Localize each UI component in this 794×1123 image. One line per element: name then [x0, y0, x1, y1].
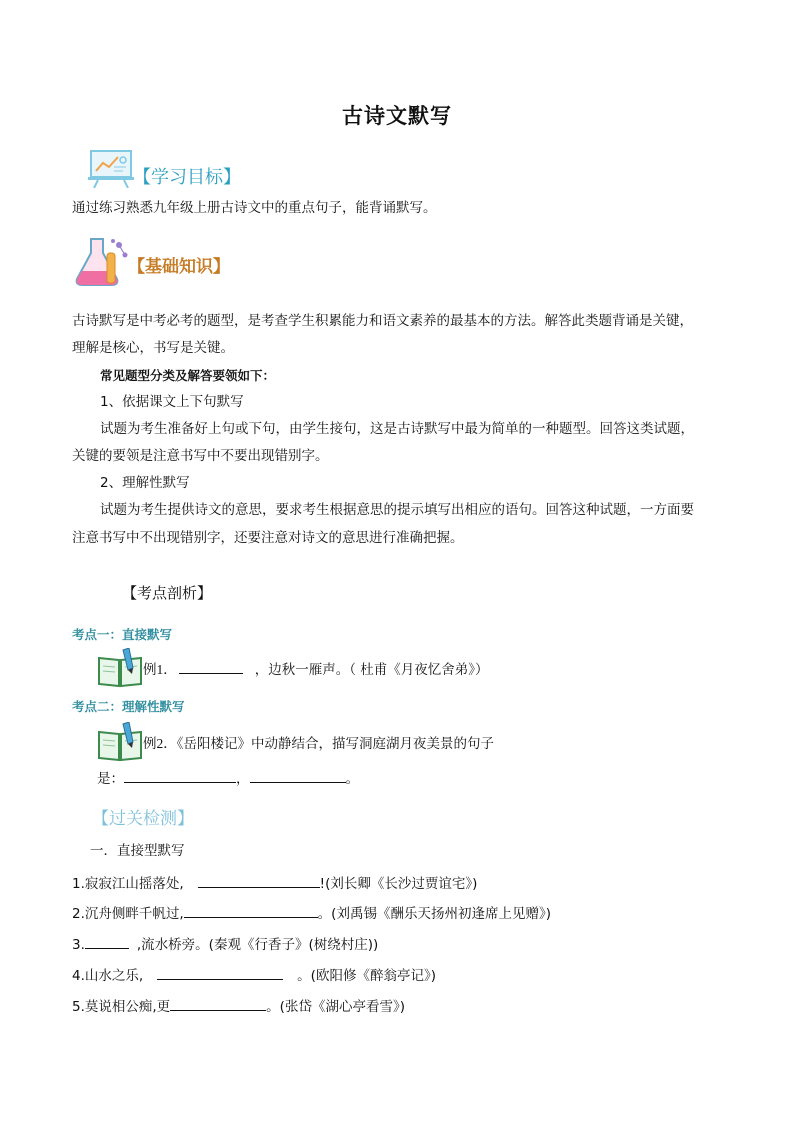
example2-blank-1[interactable] [124, 768, 236, 783]
question-4 [72, 963, 436, 990]
type1-line2: 关键的要领是注意书写中不要出现错别字。 [72, 448, 329, 464]
book-pen-icon-2 [97, 722, 143, 762]
type1-heading: 1、依据课文上下句默写 [100, 394, 244, 410]
q2-blank[interactable] [184, 903, 318, 918]
example2-is: 是： [97, 771, 124, 787]
example2-text: 《岳阳楼记》中动静结合，描写洞庭湖月夜美景的句子 [176, 736, 494, 752]
example2-label: 例 [143, 736, 157, 752]
example1-number: 1． [156, 662, 177, 677]
type1-line1: 试题为考生准备好上句或下句，由学生接句，这是古诗默写中最为简单的一种题型。回答这类试题， [100, 421, 694, 437]
type2-line2: 注意书写中不出现错别字，还要注意对诗文的意思进行准确把握。 [72, 530, 464, 546]
q5-suffix: 。(张岱《湖心亭看雪》) [266, 999, 405, 1015]
q1-blank[interactable] [198, 873, 320, 888]
q1-suffix: !(刘长卿《长沙过贾谊宅》) [319, 876, 478, 892]
example1-text: ，边秋一雁声。（ 杜甫《月夜忆舍弟》） [254, 662, 489, 678]
flask-icon [73, 235, 129, 287]
q2-suffix: 。(刘禹锡《酬乐天扬州初逢席上见赠》) [317, 906, 551, 922]
basics-para1-line1: 古诗默写是中考必考的题型，是考查学生积累能力和语文素养的最基本的方法。解答此类题背诵是关键， [72, 313, 693, 329]
book-pen-icon [97, 648, 143, 688]
section1-heading: 一．直接型默写 [90, 843, 185, 859]
example1-blank[interactable] [179, 659, 243, 674]
pass-check-heading: 【过关检测】 [92, 809, 194, 829]
example2-comma: ， [236, 771, 250, 787]
example2 [143, 730, 494, 758]
example2-number: 2． [156, 736, 177, 751]
example2-answer-line [97, 766, 359, 793]
analysis-heading: 【考点剖析】 [122, 584, 213, 602]
type2-line1: 试题为考生提供诗文的意思，要求考生根据意思的提示填写出相应的语句。回答这种试题，一方面要 [100, 502, 694, 518]
question-5 [72, 994, 405, 1021]
q3-suffix: ,流水桥旁。(秦观《行香子》(树绕村庄)) [136, 937, 379, 953]
page-title: 古诗文默写 [342, 104, 452, 128]
q4-blank[interactable] [157, 965, 283, 980]
q5-prefix: 5.莫说相公痴,更 [72, 999, 171, 1015]
q1-prefix: 1.寂寂江山摇落处, [72, 876, 184, 892]
q4-suffix: 。(欧阳修《醉翁亭记》) [297, 968, 436, 984]
basics-para1-line2: 理解是核心，书写是关键。 [72, 340, 234, 356]
learning-goal-text: 通过练习熟悉九年级上册古诗文中的重点句子，能背诵默写。 [72, 200, 437, 216]
q4-prefix: 4.山水之乐, [72, 968, 144, 984]
question-1 [72, 871, 477, 898]
question-3 [72, 932, 378, 959]
learning-goal-heading: 【学习目标】 [133, 167, 241, 188]
type2-heading: 2、理解性默写 [100, 475, 190, 491]
presentation-board-icon [88, 148, 134, 188]
example1-label: 例 [143, 662, 157, 678]
q3-prefix: 3. [72, 937, 85, 953]
q5-blank[interactable] [170, 996, 266, 1011]
example2-blank-2[interactable] [250, 768, 346, 783]
q3-blank[interactable] [85, 934, 129, 949]
question-2 [72, 901, 551, 928]
point1-heading: 考点一：直接默写 [72, 627, 173, 642]
basics-heading: 【基础知识】 [128, 257, 230, 277]
example2-end: 。 [345, 771, 359, 787]
example1 [143, 656, 489, 684]
point2-heading: 考点二：理解性默写 [72, 699, 185, 714]
basics-subhead: 常见题型分类及解答要领如下： [100, 368, 276, 383]
q2-prefix: 2.沉舟侧畔千帆过, [72, 906, 184, 922]
